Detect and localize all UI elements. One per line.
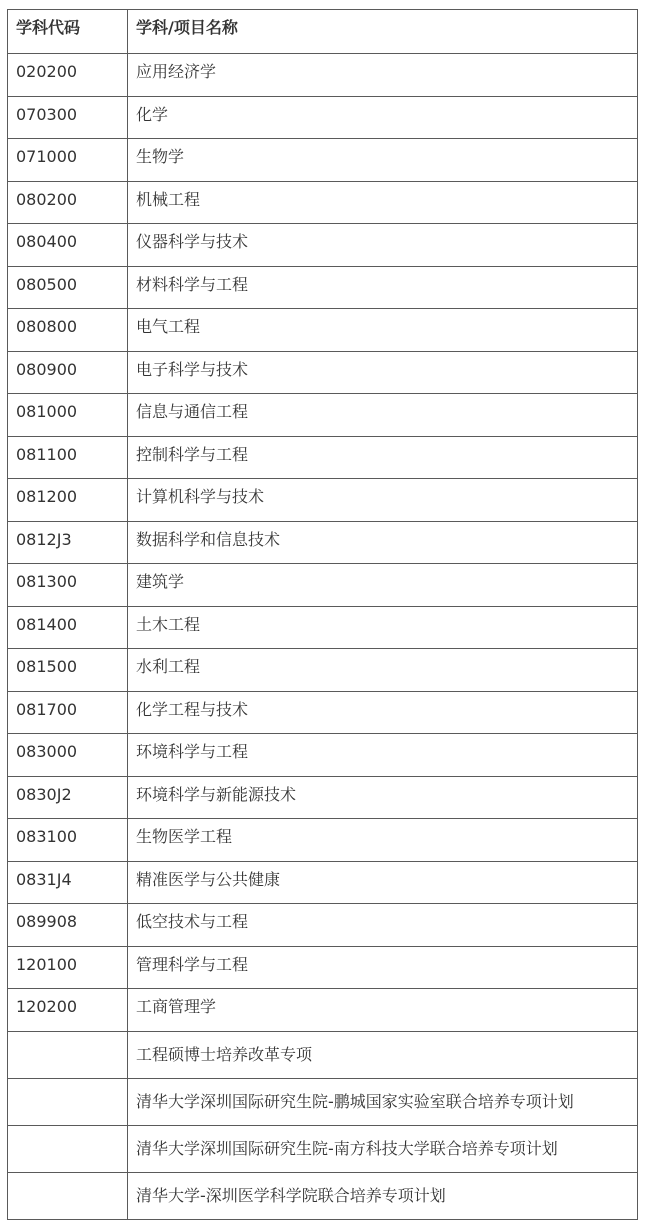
- table-row: [8, 266, 638, 309]
- table-row: [8, 734, 638, 777]
- table-row: [8, 819, 638, 862]
- subject-code-cell: 120200: [8, 989, 128, 1032]
- table-row: [8, 946, 638, 989]
- subject-name-cell: 工商管理学: [128, 989, 638, 1032]
- subject-code-cell: 120100: [8, 946, 128, 989]
- subject-code-cell: 080200: [8, 181, 128, 224]
- subject-code-cell: 080800: [8, 309, 128, 352]
- table-row: [8, 1125, 638, 1172]
- subject-code-cell: [8, 1172, 128, 1219]
- header-subject-name: 学科/项目名称: [128, 10, 638, 54]
- table-row: [8, 436, 638, 479]
- table-row: [8, 606, 638, 649]
- subject-code-cell: 089908: [8, 904, 128, 947]
- table-row: [8, 904, 638, 947]
- subject-name-cell: 清华大学深圳国际研究生院-鹏城国家实验室联合培养专项计划: [128, 1078, 638, 1125]
- table-row: [8, 861, 638, 904]
- subject-code-cell: [8, 1125, 128, 1172]
- table-row: [8, 394, 638, 437]
- subject-code-cell: 081300: [8, 564, 128, 607]
- subject-name-cell: 管理科学与工程: [128, 946, 638, 989]
- subject-code-cell: 081100: [8, 436, 128, 479]
- subject-name-cell: 清华大学-深圳医学科学院联合培养专项计划: [128, 1172, 638, 1219]
- table-row: [8, 96, 638, 139]
- subject-code-cell: 081700: [8, 691, 128, 734]
- table-row: [8, 564, 638, 607]
- subject-name-cell: 应用经济学: [128, 54, 638, 97]
- subject-table: [7, 9, 638, 1220]
- subject-code-cell: 0830J2: [8, 776, 128, 819]
- subject-name-cell: 电子科学与技术: [128, 351, 638, 394]
- subject-name-cell: 环境科学与工程: [128, 734, 638, 777]
- table-row: [8, 181, 638, 224]
- subject-code-cell: 020200: [8, 54, 128, 97]
- subject-name-cell: 建筑学: [128, 564, 638, 607]
- subject-name-cell: 低空技术与工程: [128, 904, 638, 947]
- subject-name-cell: 计算机科学与技术: [128, 479, 638, 522]
- subject-code-cell: 071000: [8, 139, 128, 182]
- subject-code-cell: 081000: [8, 394, 128, 437]
- subject-name-cell: 化学: [128, 96, 638, 139]
- subject-code-cell: [8, 1078, 128, 1125]
- subject-name-cell: 化学工程与技术: [128, 691, 638, 734]
- table-row: [8, 309, 638, 352]
- subject-name-cell: 电气工程: [128, 309, 638, 352]
- table-row: [8, 479, 638, 522]
- table-row: [8, 351, 638, 394]
- subject-code-cell: 080400: [8, 224, 128, 267]
- table-row: [8, 1031, 638, 1078]
- subject-code-cell: 081400: [8, 606, 128, 649]
- subject-name-cell: 清华大学深圳国际研究生院-南方科技大学联合培养专项计划: [128, 1125, 638, 1172]
- table-row: [8, 139, 638, 182]
- subject-code-cell: 070300: [8, 96, 128, 139]
- header-subject-code: 学科代码: [8, 10, 128, 54]
- subject-code-cell: 083000: [8, 734, 128, 777]
- subject-code-cell: 0831J4: [8, 861, 128, 904]
- subject-code-cell: 081500: [8, 649, 128, 692]
- subject-name-cell: 信息与通信工程: [128, 394, 638, 437]
- subject-code-cell: 0812J3: [8, 521, 128, 564]
- subject-name-cell: 水利工程: [128, 649, 638, 692]
- subject-name-cell: 工程硕博士培养改革专项: [128, 1031, 638, 1078]
- subject-name-cell: 环境科学与新能源技术: [128, 776, 638, 819]
- subject-name-cell: 精准医学与公共健康: [128, 861, 638, 904]
- subject-code-cell: 081200: [8, 479, 128, 522]
- subject-name-cell: 数据科学和信息技术: [128, 521, 638, 564]
- table-header-row: [8, 10, 638, 54]
- table-row: [8, 521, 638, 564]
- table-row: [8, 54, 638, 97]
- table-row: [8, 649, 638, 692]
- subject-name-cell: 生物学: [128, 139, 638, 182]
- subject-name-cell: 机械工程: [128, 181, 638, 224]
- subject-name-cell: 材料科学与工程: [128, 266, 638, 309]
- table-row: [8, 1172, 638, 1219]
- table-row: [8, 989, 638, 1032]
- subject-code-cell: 083100: [8, 819, 128, 862]
- subject-name-cell: 土木工程: [128, 606, 638, 649]
- subject-code-cell: 080500: [8, 266, 128, 309]
- subject-name-cell: 控制科学与工程: [128, 436, 638, 479]
- subject-name-cell: 仪器科学与技术: [128, 224, 638, 267]
- subject-code-cell: 080900: [8, 351, 128, 394]
- table-body: [8, 54, 638, 1220]
- subject-name-cell: 生物医学工程: [128, 819, 638, 862]
- subject-code-cell: [8, 1031, 128, 1078]
- table-row: [8, 224, 638, 267]
- table-row: [8, 1078, 638, 1125]
- table-row: [8, 691, 638, 734]
- table-row: [8, 776, 638, 819]
